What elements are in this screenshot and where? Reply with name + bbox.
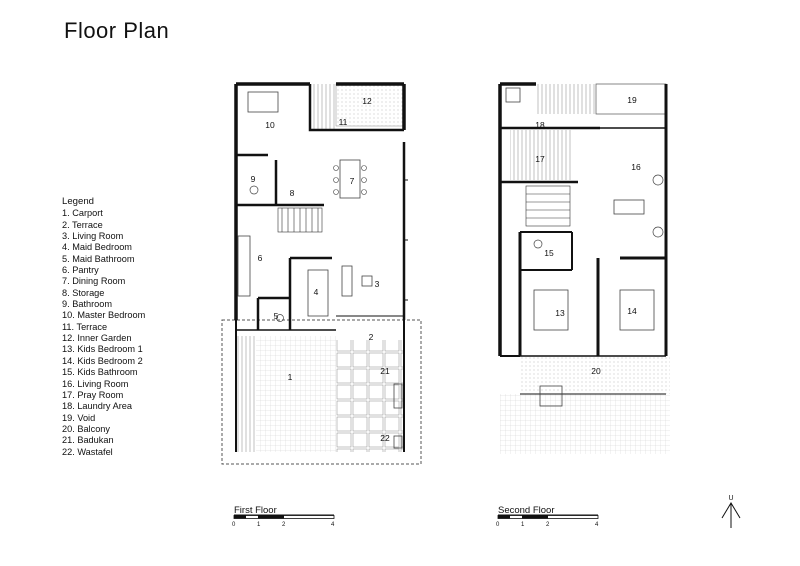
second-floor-label: Second Floor (498, 505, 555, 516)
legend-item: 11. Terrace (62, 321, 108, 332)
room-label-1: 1 (287, 372, 293, 382)
legend-item: 10. Master Bedroom (62, 310, 146, 321)
legend-item: 5. Maid Bathroom (62, 253, 135, 264)
room-label-8: 8 (289, 188, 295, 198)
roof-below (500, 394, 670, 454)
legend-item: 13. Kids Bedroom 1 (62, 344, 143, 355)
legend-item: 18. Laundry Area (62, 401, 132, 412)
room-label-21: 21 (380, 366, 390, 376)
legend-item: 21. Badukan (62, 435, 114, 446)
kids-bed-2 (620, 290, 654, 330)
scale-tick: 0 (232, 522, 236, 528)
room-label-14: 14 (627, 306, 637, 316)
room-label-10: 10 (265, 120, 275, 130)
room-label-4: 4 (313, 287, 319, 297)
scale-tick: 2 (282, 522, 286, 528)
room-label-5: 5 (273, 311, 279, 321)
legend-item: 20. Balcony (62, 423, 111, 434)
room-label-19: 19 (627, 95, 637, 105)
legend-item: 2. Terrace (62, 219, 103, 230)
room-label-12: 12 (362, 96, 372, 106)
room-label-22: 22 (380, 433, 390, 443)
scale-tick: 2 (546, 522, 550, 528)
first-floor-plan (222, 84, 421, 464)
north-arrow-icon (722, 495, 740, 528)
legend-item: 15. Kids Bathroom (62, 367, 138, 378)
legend-item: 3. Living Room (62, 231, 124, 242)
legend-item: 17. Pray Room (62, 389, 124, 400)
north-arrow-label: U (728, 495, 734, 502)
room-label-3: 3 (374, 279, 380, 289)
legend-item: 7. Dining Room (62, 276, 126, 287)
carport-paving (256, 336, 336, 452)
page-title: Floor Plan (64, 18, 170, 43)
master-bed (248, 92, 278, 112)
room-label-6: 6 (257, 253, 263, 263)
legend-item: 8. Storage (62, 287, 105, 298)
sofa-upstairs (614, 200, 644, 214)
room-label-15: 15 (544, 248, 554, 258)
scale-tick: 4 (595, 522, 599, 528)
room-label-17: 17 (535, 154, 545, 164)
legend-item: 6. Pantry (62, 265, 99, 276)
scale-tick: 4 (331, 522, 335, 528)
legend-heading: Legend (62, 196, 95, 207)
kitchen-counter (238, 236, 250, 296)
first-floor-scale (232, 505, 335, 528)
scale-tick: 1 (257, 522, 261, 528)
second-floor-plan (500, 84, 670, 454)
legend-item: 1. Carport (62, 208, 103, 219)
terrace-hatch (310, 84, 336, 130)
void-hatch (536, 84, 596, 114)
legend-item: 4. Maid Bedroom (62, 242, 132, 253)
ramp-hatch (236, 336, 256, 452)
room-label-16: 16 (631, 162, 641, 172)
room-label-9: 9 (250, 174, 256, 184)
scale-tick: 1 (521, 522, 525, 528)
first-floor-label: First Floor (234, 505, 277, 516)
legend-item: 14. Kids Bedroom 2 (62, 355, 143, 366)
sofa (342, 266, 352, 296)
room-label-2: 2 (368, 332, 374, 342)
room-label-7: 7 (349, 176, 355, 186)
laundry-machine (506, 88, 520, 102)
legend-item: 12. Inner Garden (62, 333, 132, 344)
second-floor-scale (496, 505, 599, 528)
legend-item: 16. Living Room (62, 378, 129, 389)
room-label-20: 20 (591, 366, 601, 376)
legend-item: 9. Bathroom (62, 299, 113, 310)
scale-tick: 0 (496, 522, 500, 528)
legend-item: 22. Wastafel (62, 446, 113, 457)
legend-item: 19. Void (62, 412, 96, 423)
room-label-11: 11 (338, 117, 348, 127)
room-label-13: 13 (555, 308, 565, 318)
room-label-18: 18 (535, 120, 545, 130)
